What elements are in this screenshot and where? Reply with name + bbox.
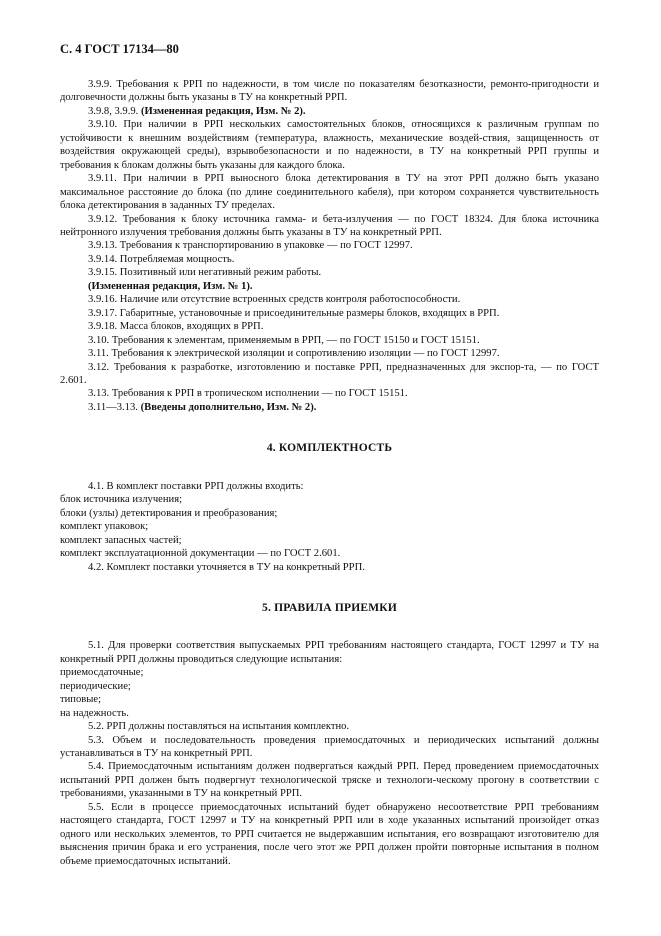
paragraph-3-9-16: 3.9.16. Наличие или отсутствие встроенных средств контроля работоспособности. (88, 294, 461, 306)
paragraph-4-2: 4.2. Комплект поставки уточняется в ТУ на конкретный РРП. (88, 561, 365, 573)
page-header: С. 4 ГОСТ 17134—80 (60, 42, 179, 56)
amendment-text: (Измененная редакция, Изм. № 2). (140, 105, 306, 117)
paragraph-5-2: 5.2. РРП должны поставляться на испытания комплектно. (88, 721, 350, 733)
paragraph-3-9-15: 3.9.15. Позитивный или негативный режим работы. (88, 267, 322, 279)
paragraph-3-10: 3.10. Требования к элементам, применяемым в РРП, — по ГОСТ 15150 и ГОСТ 15151. (88, 334, 480, 346)
paragraph-5-1: 5.1. Для проверки соответствия выпускаемых РРП требованиям настоящего стандарта, ГОСТ 12997 и ТУ на конкретный РРП должны проводиться следующие испытания: (60, 640, 599, 665)
paragraph-3-9-10: 3.9.10. При наличии в РРП нескольких самостоятельных блоков, относящихся к различным группам по устойчивости к внешним воздействиям (температура, влажность, механические воздей-ствия, защищенность от воздействия окружающей среды), взрывобезопасности и по надежности, в ТУ на конкретный РРП группы и требования к блокам должны быть указаны для каждого блока. (60, 119, 599, 171)
list-item: периодические; (60, 680, 131, 692)
paragraph-3-9-9: 3.9.9. Требования к РРП по надежности, в том числе по показателям безотказности, ремонто-пригодности и долговечности должны быть указаны в ТУ на конкретный РРП. (60, 79, 599, 104)
list-item: комплект эксплуатационной документации — по ГОСТ 2.601. (60, 548, 341, 560)
paragraph-3-9-18: 3.9.18. Масса блоков, входящих в РРП. (88, 321, 264, 333)
amendment-note-1: (Измененная редакция, Изм. № 1). (88, 280, 253, 292)
amendment-note-3-9-8 (60, 105, 599, 118)
list-item: приемосдаточные; (60, 667, 144, 679)
paragraph-3-9-13: 3.9.13. Требования к транспортированию в упаковке — по ГОСТ 12997. (88, 240, 413, 252)
amendment-ref: 3.11—3.13. (88, 401, 138, 413)
section-heading-4: 4. КОМПЛЕКТНОСТЬ (266, 442, 393, 455)
paragraph-5-5: 5.5. Если в процессе приемосдаточных испытаний будет обнаружено несоответствие РРП требованиям настоящего стандарта, ГОСТ 12997 и ТУ на конкретный РРП или в ходе указанных испытаний произойдет отказ одного или нескольких элементов, то РРП считается не выдержавшим испытания, его возвращают изготовителю для выяснения причин брака и его устранения, после чего этот же РРП должен пройти повторные испытания в полном объеме приемосдаточных испытаний. (60, 801, 599, 867)
amendment-ref: 3.9.8, 3.9.9. (88, 105, 139, 117)
paragraph-3-9-14: 3.9.14. Потребляемая мощность. (88, 253, 235, 265)
list-item: комплект упаковок; (60, 521, 149, 533)
section-heading-5: 5. ПРАВИЛА ПРИЕМКИ (262, 601, 397, 614)
document-body (60, 78, 599, 868)
paragraph-5-4: 5.4. Приемосдаточным испытаниям должен подвергаться каждый РРП. Перед проведением приемосдаточных испытаний РРП должен быть подвергнут технологической тряске и технологи-ческому прогону в соответствии с требованиями, указанными в ТУ на конкретный РРП. (60, 761, 599, 800)
list-item: типовые; (60, 694, 102, 706)
paragraph-5-3: 5.3. Объем и последовательность проведения приемосдаточных и периодических испытаний должны устанавливаться в ТУ на конкретный РРП. (60, 734, 599, 760)
list-item: на надежность. (60, 707, 129, 719)
list-item: блоки (узлы) детектирования и преобразования; (60, 507, 278, 519)
amendment-text: (Введены дополнительно, Изм. № 2). (140, 401, 317, 413)
paragraph-3-9-11: 3.9.11. При наличии в РРП выносного блока детектирования в ТУ на этот РРП должно быть указано максимальное расстояние до блока (по длине соединительного кабеля), при котором сохраняется чувствительность блока детектирования в заданных ТУ пределах. (60, 173, 599, 212)
paragraph-3-9-12: 3.9.12. Требования к блоку источника гамма- и бета-излучения — по ГОСТ 18324. Для блока источника нейтронного излучения требования должны быть указаны в ТУ на конкретный РРП. (60, 213, 599, 238)
paragraph-4-1: 4.1. В комплект поставки РРП должны входить: (88, 480, 304, 492)
list-item: комплект запасных частей; (60, 534, 182, 546)
paragraph-3-11: 3.11. Требования к электрической изоляции и сопротивлению изоляции — по ГОСТ 12997. (88, 348, 500, 360)
amendment-note-3-11 (60, 401, 599, 414)
paragraph-3-13: 3.13. Требования к РРП в тропическом исполнении — по ГОСТ 15151. (88, 388, 408, 400)
paragraph-3-12: 3.12. Требования к разработке, изготовлению и поставке РРП, предназначенных для экспор-та, — по ГОСТ 2.601. (60, 361, 599, 386)
paragraph-3-9-17: 3.9.17. Габаритные, установочные и присоединительные размеры блоков, входящих в РРП. (88, 307, 500, 319)
list-item: блок источника излучения; (60, 494, 183, 506)
